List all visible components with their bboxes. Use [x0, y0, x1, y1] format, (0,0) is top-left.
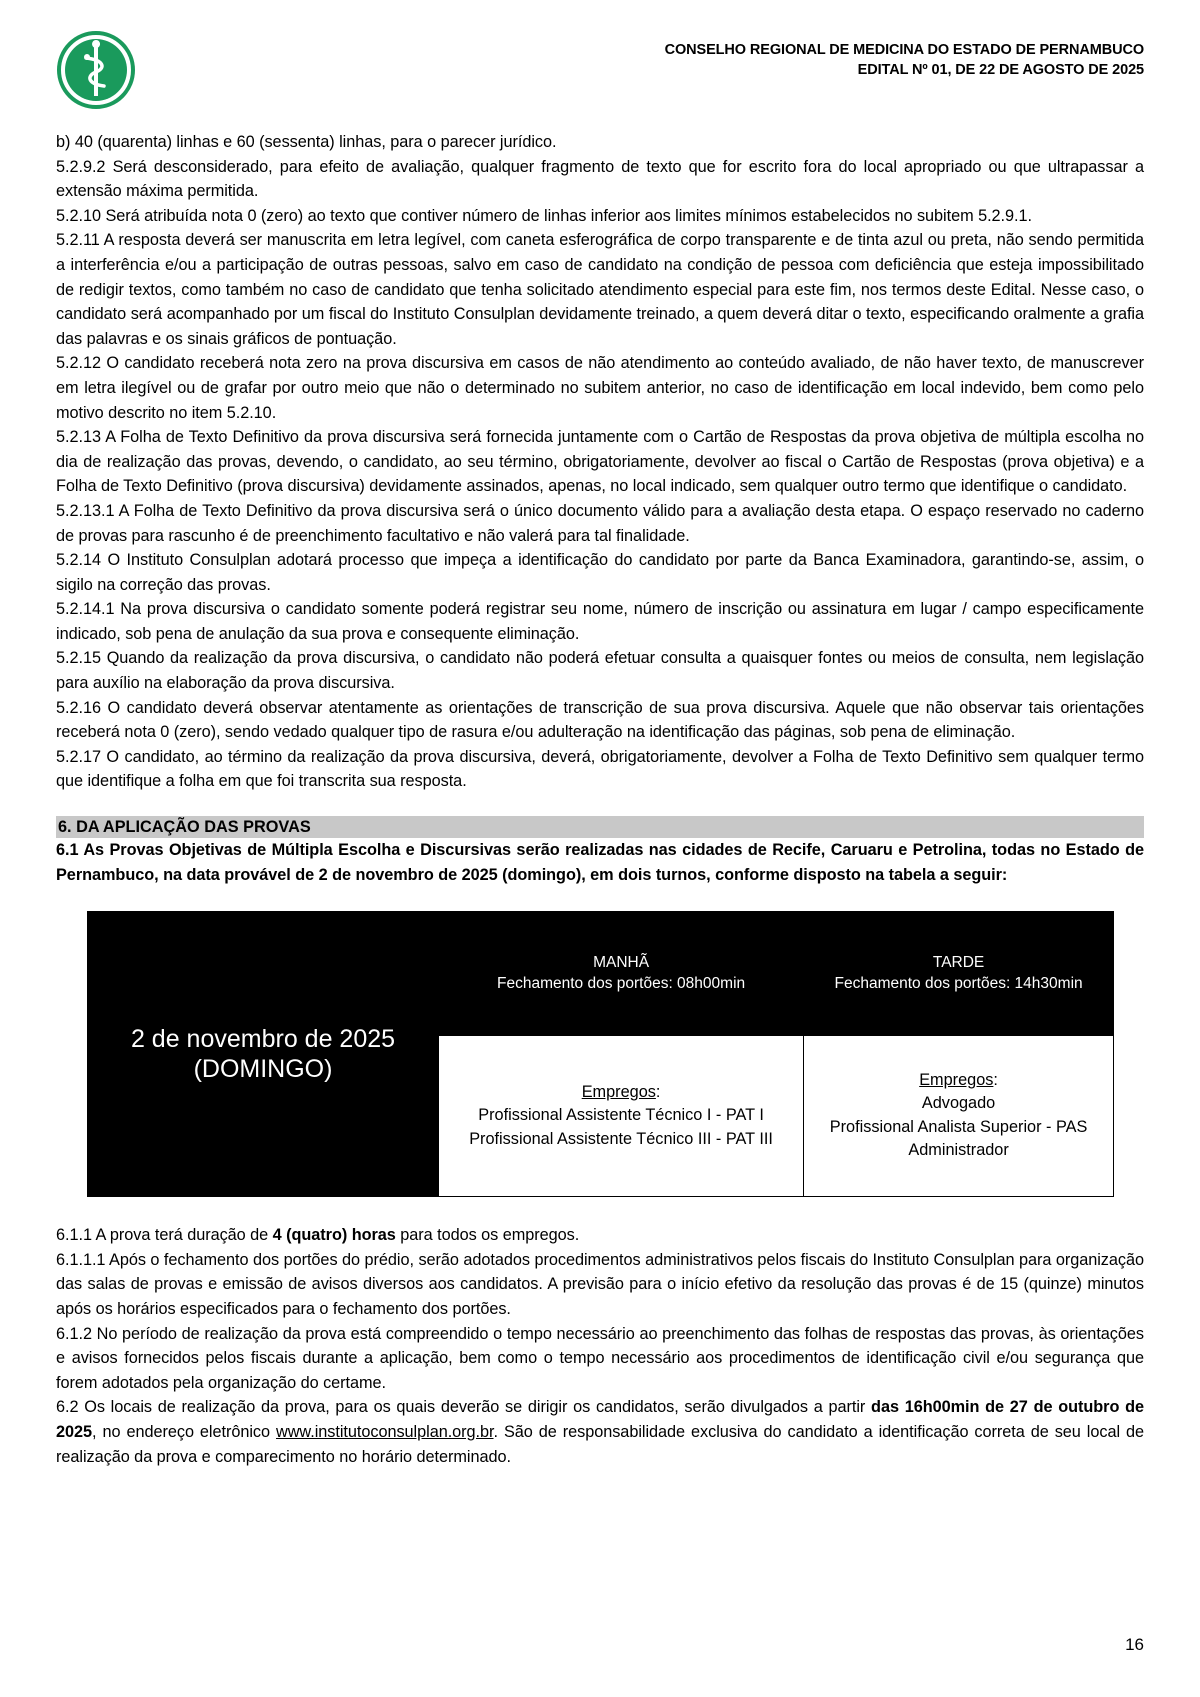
paragraph: 5.2.16 O candidato deverá observar atentamente as orientações de transcrição de sua prova discursiva. Aquele que não observar tais orientações receberá nota 0 (zero), sendo vedado qualquer tipo de rasura e/ou adulteração na identificação das páginas, sob pena de eliminação. — [56, 698, 1144, 742]
morning-gates: Fechamento dos portões: 08h00min — [496, 975, 746, 993]
paragraph: 5.2.15 Quando da realização da prova discursiva, o candidato não poderá efetuar consulta a quaisquer fontes ou meios de consulta, nem legislação para auxílio na elaboração da prova discursiva. — [56, 649, 1144, 693]
paragraph: 5.2.13 A Folha de Texto Definitivo da prova discursiva será fornecida juntamente com o Cartão de Respostas da prova objetiva de múltipla escolha no dia de realização das provas, devendo, o candidato, ao seu término, obrigatoriamente, devolver ao fiscal o Cartão de Respostas (prova objetiva) e a Folha de Texto Definitivo (prova discursiva) devidamente assinados, apenas, no local indicado, sem qualquer outro termo que identifique o candidato. — [56, 428, 1144, 496]
page-number: 16 — [1125, 1635, 1144, 1654]
jobs-label: Empregos — [581, 1082, 656, 1101]
document-body — [56, 130, 1144, 1469]
job-item: Advogado — [921, 1094, 996, 1113]
header-edital: EDITAL Nº 01, DE 22 DE AGOSTO DE 2025 — [857, 62, 1144, 78]
paragraph: 5.2.17 O candidato, ao término da realização da prova discursiva, deverá, obrigatoriamente, devolver a Folha de Texto Definitivo sem qualquer termo que identifique a folha em que foi transcrita sua resposta. — [56, 747, 1144, 791]
paragraph: 6.1.1.1 Após o fechamento dos portões do prédio, serão adotados procedimentos administrativos pelos fiscais do Instituto Consulplan para organização das salas de provas e emissão de avisos diversos aos candidatos. A previsão para o início efetivo da resolução das provas é de 15 (quinze) minutos após os horários especificados para o fechamento dos portões. — [56, 1250, 1144, 1318]
header-institution: CONSELHO REGIONAL DE MEDICINA DO ESTADO DE PERNAMBUCO — [664, 42, 1144, 58]
job-item: Profissional Assistente Técnico I - PAT I — [478, 1106, 764, 1125]
paragraph: 5.2.12 O candidato receberá nota zero na prova discursiva em casos de não atendimento ao conteúdo avaliado, de não haver texto, de manuscrever em letra ilegível ou de grafar por outro meio que não o determinado no subitem anterior, no caso de identificação em local indevido, bem como pelo motivo descrito no item 5.2.10. — [56, 354, 1144, 422]
paragraph-6-1-1 — [56, 1223, 1144, 1248]
section-title: 6. DA APLICAÇÃO DAS PROVAS — [56, 816, 1144, 838]
morning-header — [439, 912, 804, 1035]
paragraph: 5.2.11 A resposta deverá ser manuscrita em letra legível, com caneta esferográfica de corpo transparente e de tinta azul ou preta, não sendo permitida a interferência e/ou a participação de outras pessoas, salvo em caso de candidato na condição de pessoa com deficiência que esteja impossibilitado de redigir textos, como também no caso de candidato que tenha solicitado atendimento especial para este fim, nos termos deste Edital. Nesse caso, o candidato será acompanhado por um fiscal do Instituto Consulplan devidamente treinado, a quem deverá ditar o texto, especificando oralmente a grafia das palavras e os sinais gráficos de pontuação. — [56, 231, 1144, 348]
website-link[interactable]: www.institutoconsulplan.org.br — [276, 1422, 494, 1441]
text-segment: . São de responsabilidade exclusiva do candidato a identificação correta de seu local de realização da prova e comparecimento no horário determinado. — [56, 1422, 1144, 1466]
morning-title: MANHÃ — [593, 954, 650, 972]
paragraph: 5.2.14 O Instituto Consulplan adotará processo que impeça a identificação do candidato por parte da Banca Examinadora, garantindo-se, assim, o sigilo na correção das provas. — [56, 551, 1144, 594]
date-bold: das 16h00min de 27 de outubro de 2025 — [56, 1398, 1144, 1441]
date-cell — [88, 912, 439, 1197]
paragraph: 5.2.10 Será atribuída nota 0 (zero) ao texto que contiver número de linhas inferior aos limites mínimos estabelecidos no subitem 5.2.9.1. — [56, 206, 1032, 225]
duration-bold: 4 (quatro) horas — [272, 1226, 396, 1245]
text-segment: , no endereço eletrônico — [92, 1422, 276, 1441]
afternoon-header — [804, 912, 1114, 1035]
schedule-table — [87, 911, 1114, 1197]
exam-weekday: (DOMINGO) — [193, 1055, 333, 1084]
afternoon-gates: Fechamento dos portões: 14h30min — [834, 975, 1083, 993]
job-item: Profissional Analista Superior - PAS — [829, 1117, 1088, 1136]
afternoon-title: TARDE — [932, 954, 985, 972]
exam-date: 2 de novembro de 2025 — [130, 1025, 396, 1054]
job-item: Profissional Assistente Técnico III - PAT III — [469, 1129, 773, 1148]
paragraph: 5.2.9.2 Será desconsiderado, para efeito de avaliação, qualquer fragmento de texto que for escrito fora do local apropriado ou que ultrapassar a extensão máxima permitida. — [56, 157, 1144, 201]
jobs-colon: : — [993, 1070, 998, 1089]
paragraph: 5.2.14.1 Na prova discursiva o candidato somente poderá registrar seu nome, número de inscrição ou assinatura em lugar / campo especificamente indicado, sob pena de anulação da sua prova e consequente eliminação. — [56, 600, 1144, 643]
jobs-colon: : — [655, 1082, 661, 1101]
paragraph-6-2 — [56, 1395, 1144, 1469]
section-intro: 6.1 As Provas Objetivas de Múltipla Escolha e Discursivas serão realizadas nas cidades de Recife, Caruaru e Petrolina, todas no Estado de Pernambuco, na data provável de 2 de novembro de 2025 (domingo), em dois turnos, conforme disposto na tabela a seguir: — [56, 841, 1144, 884]
jobs-label: Empregos — [919, 1070, 994, 1089]
afternoon-jobs — [804, 1035, 1114, 1197]
text-segment: para todos os empregos. — [395, 1226, 580, 1245]
job-item: Administrador — [908, 1141, 1009, 1160]
text-segment: 6.2 Os locais de realização da prova, para os quais deverão se dirigir os candidatos, serão divulgados a partir — [56, 1398, 872, 1417]
crm-logo-icon — [56, 30, 136, 110]
paragraph: b) 40 (quarenta) linhas e 60 (sessenta) linhas, para o parecer jurídico. — [56, 133, 557, 151]
morning-jobs — [439, 1035, 804, 1197]
text-segment: 6.1.1 A prova terá duração de — [56, 1226, 273, 1245]
paragraph: 5.2.13.1 A Folha de Texto Definitivo da prova discursiva será o único documento válido para a avaliação desta etapa. O espaço reservado no caderno de provas para rascunho é de preenchimento facultativo e não valerá para tal finalidade. — [56, 501, 1144, 545]
paragraph: 6.1.2 No período de realização da prova está compreendido o tempo necessário ao preenchimento das folhas de respostas das provas, às orientações e avisos fornecidos pelos fiscais durante a aplicação, bem como o tempo necessário aos procedimentos de identificação civil e/ou segurança que forem adotados pela organização do certame. — [56, 1324, 1144, 1392]
document-header — [665, 40, 1144, 80]
